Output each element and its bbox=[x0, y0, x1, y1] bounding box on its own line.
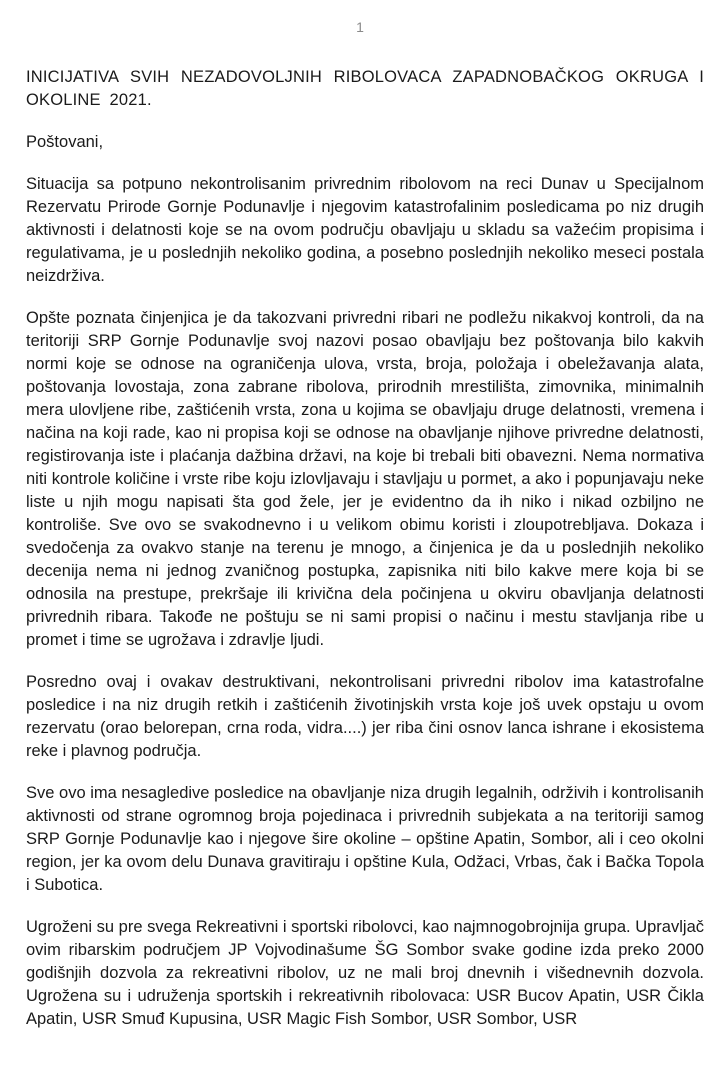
paragraph-consequences: Posredno ovaj i ovakav destruktivani, nekontrolisani privredni ribolov ima katastrofalne posledice i na niz drugih retkih i zaštićenih životinjskih vrsta koje još uvek opstaju u ovom rezervatu (orao belorepan, crna roda, vidra....) jer riba čini osnov lanca ishrane i ekosistema reke i plavnog područja. bbox=[26, 673, 704, 760]
document-title: INICIJATIVA SVIH NEZADOVOLJNIH RIBOLOVACA ZAPADNOBAČKOG OKRUGA I OKOLINE 2021. bbox=[26, 68, 704, 109]
paragraph-no-control: Opšte poznata činjenjica je da takozvani privredni ribari ne podležu nikakvoj kontroli, da na teritoriji SRP Gornje Podunavlje svoj nazovi posao obavljaju bez poštovanja bilo kakvih normi koje se odnose na ograničenja ulova, vrsta, broja, položaja i obeležavanja alata, poštovanja lovostaja, zona zabrane ribolova, prirodnih mrestilišta, zimovnika, minimalnih mera ulovljene ribe, zaštićenih vrsta, zona u kojima se obavljaju druge delatnosti, vremena i načina na koji rade, kao ni propisa koji se odnose na obavljanje njihove privredne delatnosti, registirovanja iste i plaćanja dažbina državi, na koje bi trebali biti obavezni. Nema normativa niti kontrole količine i vrste ribe koju izlovljavaju i stavljaju u pormet, a ako i popunjavaju neke liste u njih mogu napisati šta god žele, jer je evidentno da ih niko i nikad ozbiljno ne kontroliše. Sve ovo se svakodnevno i u velikom obimu koristi i zloupotrebljava. Dokaza i svedočenja za ovakvo stanje na terenu je mnogo, a činjenica je da u poslednjih nekoliko decenija nema ni jednog zvaničnog postupka, zapisnika niti bilo kakve mere koja bi se odnosila na prestupe, prekršaje ili krivična dela počinjena u okviru obavljanja delatnosti privrednih ribara. Takođe ne poštuju se ni sami propisi o načinu i mestu stavljanja ribe u promet i time se ugrožava i zdravlje ljudi. bbox=[26, 309, 704, 649]
paragraph-situation: Situacija sa potpuno nekontrolisanim privrednim ribolovom na reci Dunav u Specijalnom Rezervatu Prirode Gornje Podunavlje i njegovim katastrofalinim posledicama po niz drugih aktivnosti i delatnosti koje se na ovom području obavljaju u skladu sa važećim propisima i regulativama, je u poslednjih nekoliko godina, a posebno poslednjih nekoliko meseci postala neizdrživa. bbox=[26, 175, 704, 285]
greeting: Poštovani, bbox=[26, 133, 104, 151]
page-number: 1 bbox=[356, 19, 364, 35]
paragraph-recreational-anglers: Ugroženi su pre svega Rekreativni i sportski ribolovci, kao najmnogobrojnija grupa. Upravljač ovim ribarskim područjem JP Vojvodinašume ŠG Sombor svake godine izda preko 2000 godišnjih dozvola za rekreativni ribolov, uz ne mali broj dnevnih i višednevnih dozvola. Ugrožena su i udruženja sportskih i rekreativnih ribolovaca: USR Bucov Apatin, USR Čikla Apatin, USR Smuđ Kupusina, USR Magic Fish Sombor, USR Sombor, USR bbox=[26, 918, 704, 1028]
document-body bbox=[26, 66, 704, 1050]
paragraph-region-impact: Sve ovo ima nesagledive posledice na obavljanje niza drugih legalnih, održivih i kontrolisanih aktivnosti od strane ogromnog broja pojedinaca i privrednih subjekata a na teritoriji samog SRP Gornje Podunavlje kao i njegove šire okoline – opštine Apatin, Sombor, ali i ceo okolni region, jer ka ovom delu Dunava gravitiraju i opštine Kula, Odžaci, Vrbas, čak i Bačka Topola i Subotica. bbox=[26, 784, 704, 894]
